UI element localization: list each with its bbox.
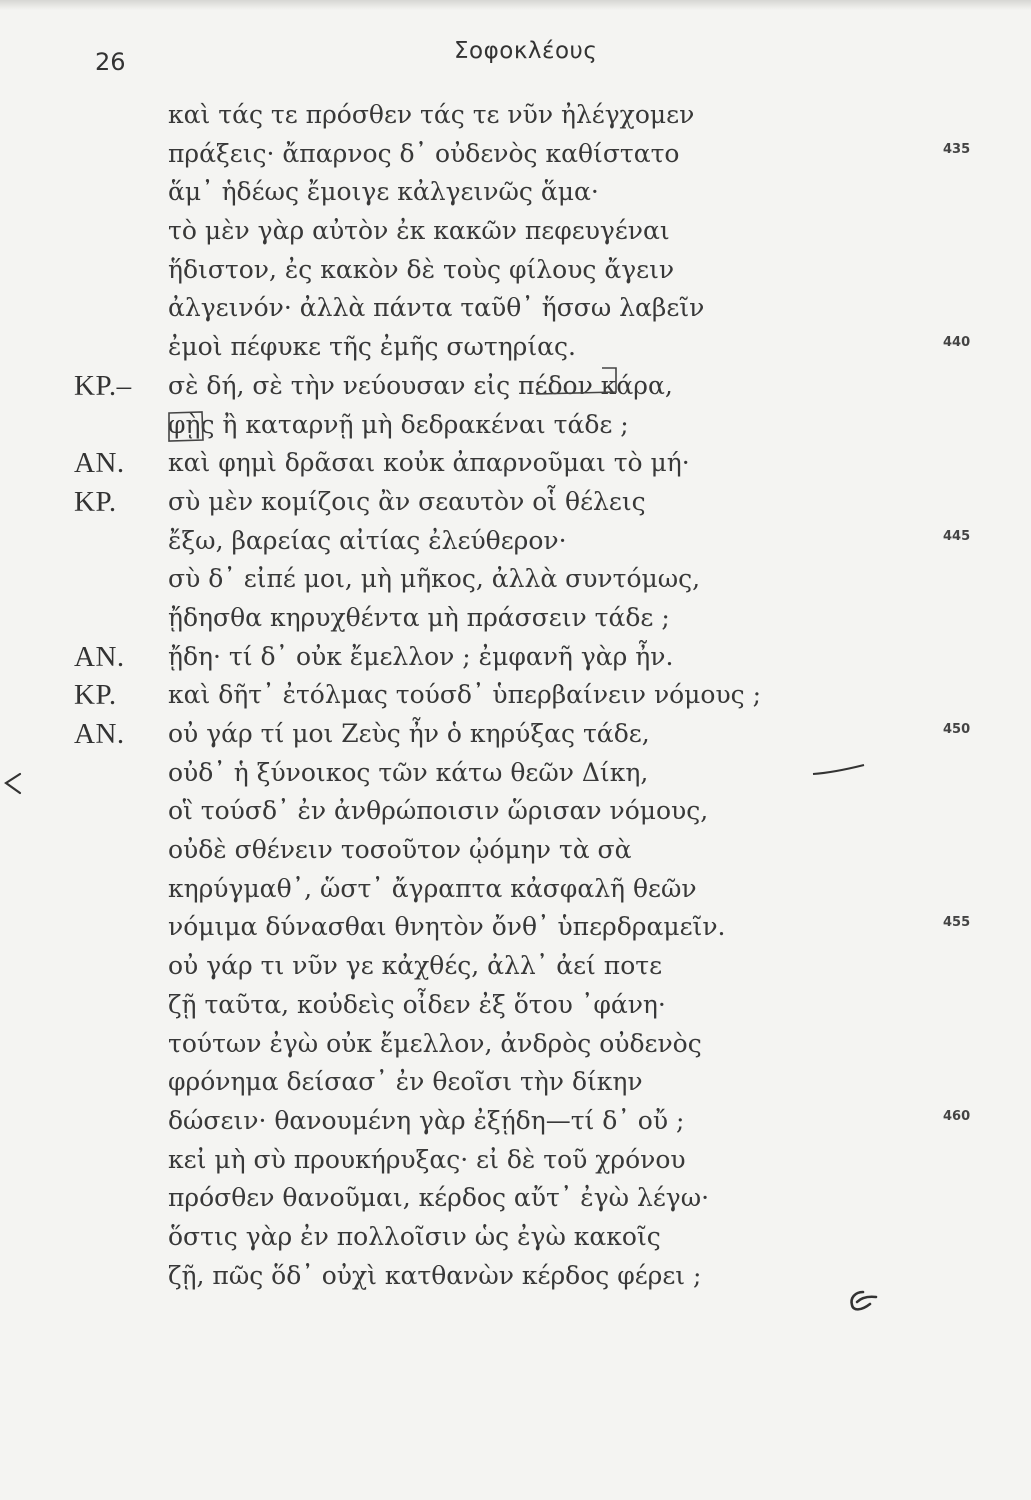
verse-text: κεἰ μὴ σὺ προυκήρυξας· εἰ δὲ τοῦ χρόνου — [168, 1144, 686, 1174]
verse-text: ὅστις γὰρ ἐν πολλοῖσιν ὡς ἐγὼ κακοῖς — [168, 1221, 661, 1251]
verse-line — [0, 676, 1031, 715]
page-number: 26 — [95, 48, 126, 76]
line-number: 450 — [943, 722, 971, 737]
verse-list — [0, 96, 1031, 1295]
verse-text: οἳ τούσδ᾽ ἐν ἀνθρώποισιν ὥρισαν νόμους, — [168, 796, 709, 826]
verse-text: ἅμ᾽ ἡδέως ἔμοιγε κἀλγεινῶς ἅμα· — [168, 177, 599, 207]
verse-line — [0, 251, 1031, 290]
verse-text: οὐδ᾽ ἡ ξύνοικος τῶν κάτω θεῶν Δίκη, — [168, 757, 649, 787]
verse-line — [0, 135, 1031, 174]
verse-text: φρόνημα δείσασ᾽ ἐν θεοῖσι τὴν δίκην — [168, 1067, 643, 1097]
verse-text: ζῇ, πῶς ὅδ᾽ οὐχὶ κατθανὼν κέρδος φέρει ; — [168, 1260, 702, 1290]
verse-text: οὐ γάρ τί μοι Ζεὺς ἦν ὁ κηρύξας τάδε, — [168, 719, 650, 748]
verse-text: σὲ δή, σὲ τὴν νεύουσαν εἰς πέδον κάρα, — [168, 370, 673, 400]
verse-text: σὺ μὲν κομίζοις ἂν σεαυτὸν οἷ θέλεις — [168, 486, 646, 516]
verse-line — [0, 1025, 1031, 1064]
verse-line — [0, 444, 1031, 483]
verse-line — [0, 328, 1031, 367]
verse-text: καὶ φημὶ δρᾶσαι κοὐκ ἀπαρνοῦμαι τὸ μή· — [168, 448, 690, 478]
verse-line — [0, 1257, 1031, 1296]
line-number: 440 — [943, 335, 971, 351]
verse-line — [0, 173, 1031, 212]
verse-line — [0, 522, 1031, 561]
line-number: 445 — [943, 528, 971, 544]
verse-line — [0, 1141, 1031, 1180]
verse-text: καὶ τάς τε πρόσθεν τάς τε νῦν ἠλέγχομεν — [168, 100, 695, 129]
verse-line — [0, 1218, 1031, 1257]
line-number: 455 — [943, 915, 971, 931]
verse-text: πράξεις· ἄπαρνος δ᾽ οὐδενὸς καθίστατο — [168, 138, 680, 168]
speaker-label: ΚΡ. — [74, 485, 117, 518]
verse-text: ἥδιστον, ἐς κακὸν δὲ τοὺς φίλους ἄγειν — [168, 254, 675, 284]
verse-line — [0, 1179, 1031, 1218]
verse-text: τούτων ἐγὼ οὐκ ἔμελλον, ἀνδρὸς οὐδενὸς — [168, 1028, 702, 1058]
speaker-label: ΚΡ. — [74, 679, 117, 712]
verse-line — [0, 1063, 1031, 1102]
verse-text: οὐδὲ σθένειν τοσοῦτον ᾠόμην τὰ σὰ — [168, 835, 632, 865]
verse-line — [0, 986, 1031, 1025]
verse-text: δώσειν· θανουμένη γὰρ ἐξῄδη—τί δ᾽ οὔ ; — [168, 1105, 685, 1135]
running-title: Σοφοκλέους — [454, 38, 598, 64]
verse-line — [0, 367, 1031, 406]
verse-line — [0, 560, 1031, 599]
speaker-label: ΑΝ. — [74, 447, 125, 480]
verse-text: οὐ γάρ τι νῦν γε κἀχθές, ἀλλ᾽ ἀεί ποτε — [168, 951, 663, 981]
verse-text: κηρύγμαθ᾽, ὥστ᾽ ἄγραπτα κἀσφαλῆ θεῶν — [168, 873, 697, 903]
verse-line — [0, 870, 1031, 909]
verse-text: τὸ μὲν γὰρ αὐτὸν ἐκ κακῶν πεφευγέναι — [168, 216, 670, 246]
verse-text: ᾔδησθα κηρυχθέντα μὴ πράσσειν τάδε ; — [168, 602, 670, 632]
verse-text: σὺ δ᾽ εἰπέ μοι, μὴ μῆκος, ἀλλὰ συντόμως, — [168, 564, 701, 594]
verse-line — [0, 289, 1031, 328]
verse-line — [0, 908, 1031, 947]
verse-line — [0, 754, 1031, 793]
page-top-edge — [0, 0, 1031, 10]
speaker-label: ΑΝ. — [74, 640, 125, 673]
line-number: 435 — [943, 141, 971, 157]
verse-text: ἀλγεινόν· ἀλλὰ πάντα ταῦθ᾽ ἥσσω λαβεῖν — [168, 293, 705, 323]
verse-text: ἔξω, βαρείας αἰτίας ἐλεύθερον· — [168, 525, 567, 555]
verse-line — [0, 831, 1031, 870]
verse-line — [0, 406, 1031, 445]
verse-line — [0, 947, 1031, 986]
line-number: 460 — [943, 1108, 971, 1124]
verse-line — [0, 599, 1031, 638]
verse-line — [0, 96, 1031, 135]
verse-text: φῂς ἢ καταρνῇ μὴ δεδρακέναι τάδε ; — [168, 409, 629, 439]
verse-line — [0, 715, 1031, 754]
verse-text: νόμιμα δύνασθαι θνητὸν ὄνθ᾽ ὑπερδραμεῖν. — [168, 912, 726, 942]
verse-line — [0, 212, 1031, 251]
verse-line — [0, 1102, 1031, 1141]
verse-text: καὶ δῆτ᾽ ἐτόλμας τούσδ᾽ ὑπερβαίνειν νόμους ; — [168, 680, 762, 710]
speaker-label: ΚΡ.– — [74, 369, 132, 402]
verse-text: ζῇ ταῦτα, κοὐδεὶς οἶδεν ἐξ ὅτου ᾽φάνη· — [168, 989, 666, 1019]
verse-text: πρόσθεν θανοῦμαι, κέρδος αὔτ᾽ ἐγὼ λέγω· — [168, 1183, 710, 1213]
verse-line — [0, 483, 1031, 522]
verse-text: ᾔδη· τί δ᾽ οὐκ ἔμελλον ; ἐμφανῆ γὰρ ἦν. — [168, 641, 674, 671]
speaker-label: ΑΝ. — [74, 718, 125, 750]
verse-text: ἐμοὶ πέφυκε τῆς ἐμῆς σωτηρίας. — [168, 332, 577, 362]
verse-line — [0, 792, 1031, 831]
verse-line — [0, 638, 1031, 677]
